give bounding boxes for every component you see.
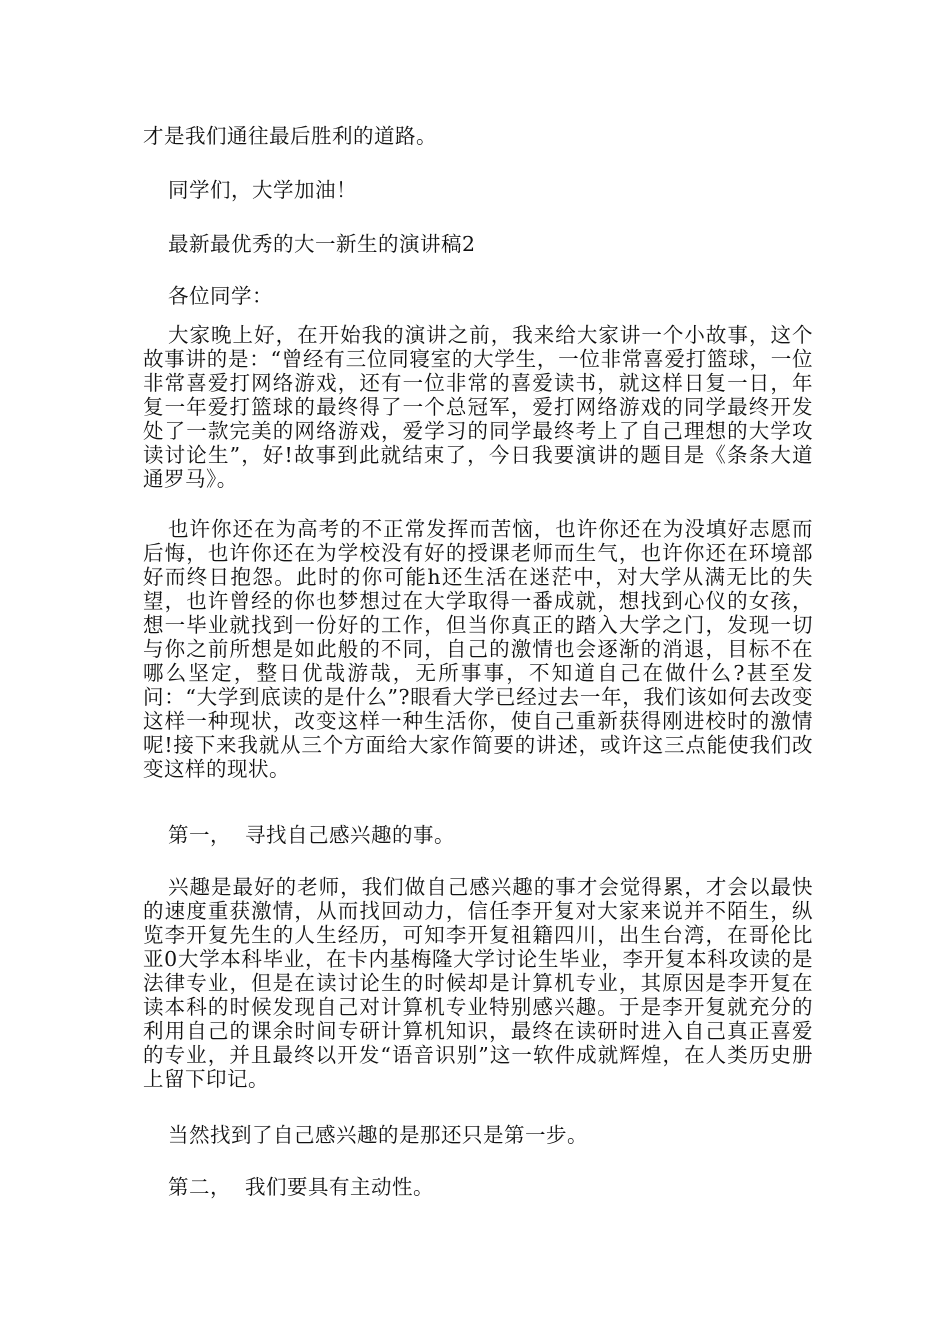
- paragraph-continuation: 才是我们通往最后胜利的道路。: [143, 124, 437, 148]
- salutation: 各位同学：: [168, 284, 273, 308]
- point-heading-first: 第一， 寻找自己感兴趣的事。: [168, 823, 456, 847]
- paragraph-interest: 兴趣是最好的老师，我们做自己感兴趣的事才会觉得累，才会以最快的速度重获激情，从而找回动力，信任李开复对大家来说并不陌生，纵览李开复先生的人生经历，可知李开复祖籍四川，出生台湾，在哥伦比亚0大学本科毕业，在卡内基梅隆大学讨论生毕业，李开复本科攻读的是法律专业，但是在读讨论生的时候却是计算机专业，其原因是李开复在读本科的时候发现自己对计算机专业特别感兴趣。于是李开复就充分的利用自己的课余时间专研计算机知识，最终在读研时进入自己真正喜爱的专业，并且最终以开发“语音识别”这一软件成就辉煌，在人类历史册上留下印记。: [143, 875, 813, 1091]
- paragraph-closing: 同学们，大学加油！: [168, 178, 357, 202]
- paragraph-situation: 也许你还在为高考的不正常发挥而苦恼，也许你还在为没填好志愿而后悔，也许你还在为学校没有好的授课老师而生气，也许你还在环境部好而终日抱怨。此时的你可能h还生活在迷茫中，对大学从满无比的失望，也许曾经的你也梦想过在大学取得一番成就，想找到心仪的女孩，想一毕业就找到一份好的工作，但当你真正的踏入大学之门，发现一切与你之前所想是如此般的不同，自己的激情也会逐渐的消退，目标不在哪么坚定，整日优哉游哉，无所事事，不知道自己在做什么?甚至发问：“大学到底读的是什么”?眼看大学已经过去一年，我们该如何去改变这样一种现状，改变这样一种生活你，使自己重新获得刚进校时的激情呢!接下来我就从三个方面给大家作简要的讲述，或许这三点能使我们改变这样的现状。: [143, 517, 813, 781]
- paragraph-story: 大家晚上好，在开始我的演讲之前，我来给大家讲一个小故事，这个故事讲的是：“曾经有三位同寝室的大学生，一位非常喜爱打篮球，一位非常喜爱打网络游戏，还有一位非常的喜爱读书，就这样日复一日，年复一年爱打篮球的最终得了一个总冠军，爱打网络游戏的同学最终开发处了一款完美的网络游戏，爱学习的同学最终考上了自己理想的大学攻读讨论生”，好!故事到此就结束了，今日我要演讲的题目是《条条大道通罗马》。: [143, 323, 813, 491]
- paragraph-first-step: 当然找到了自己感兴趣的是那还只是第一步。: [168, 1123, 588, 1147]
- point-heading-second: 第二， 我们要具有主动性。: [168, 1175, 435, 1199]
- section-title: 最新最优秀的大一新生的演讲稿2: [168, 232, 476, 256]
